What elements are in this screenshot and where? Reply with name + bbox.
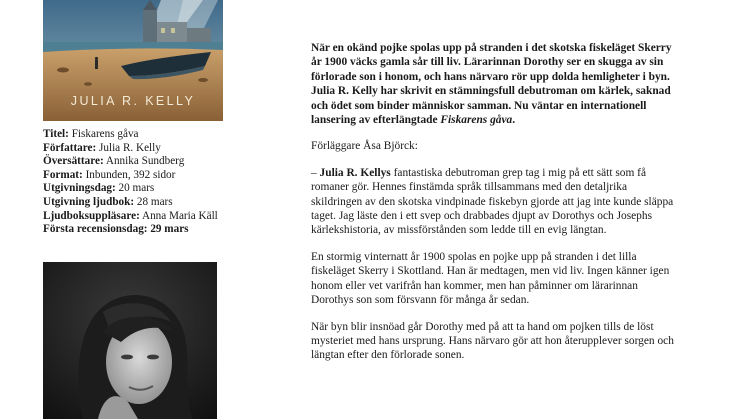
metadata-value: Julia R. Kelly [99, 141, 161, 154]
body-paragraph: En stormig vinternatt år 1900 spolas en pojke upp på stranden i det lilla fiskeläget Skerry i Skottland. Han är medtagen, men vid liv. Ingen känner igen honom eller vet varifrån han kommer, men han påminner om lärarinnan Dorothys son som försvann för många år sedan. [311, 250, 670, 307]
lead-end: . [512, 114, 516, 127]
metadata-row [43, 223, 283, 237]
metadata-row [43, 196, 283, 210]
metadata-label: Ljudboksuppläsare: [43, 209, 140, 222]
metadata-value: 28 mars [136, 195, 173, 208]
book-cover [43, 0, 223, 121]
metadata-label: Författare: [43, 141, 97, 154]
metadata-value: 20 mars [118, 182, 155, 195]
metadata-row [43, 128, 283, 142]
metadata-label: Översättare: [43, 155, 104, 168]
quote-attribution: Förläggare Åsa Björck: [311, 140, 418, 153]
metadata-label: Första recensionsdag: [43, 223, 148, 236]
metadata-row [43, 155, 283, 169]
lead-paragraph [311, 41, 681, 127]
metadata-row [43, 182, 283, 196]
quote-text: fantastiska debutroman grep tag i mig på ett sätt som få romaner gör. Hennes finstämda språk tillsammans med den detaljrika skildringen av den skotska vindpinade fiskebyn gjorde att jag inte kunde släppa taget. Jag läste den i ett svep och drabbades djupt av Dorothys och Josephs kärlekshistoria, av missförstånden som ledde till en evig längtan. [311, 166, 674, 237]
press-release-body [311, 41, 681, 375]
lead-text: När en okänd pojke spolas upp på stranden i det skotska fiskeläget Skerry år 1900 väcks gamla sår till liv. Lärarinnan Dorothy ser en skugga av sin förlorade son i honom, och hans närvaro rör upp dolda hemligheter i byn. Julia R. Kelly har skrivit en stämningsfull debutroman om kärlek, saknad och ödet som binder människor samman. Nu väntar en internationell lansering av efterlängtade [311, 42, 672, 127]
publisher-quote [311, 166, 681, 238]
metadata-value: Fiskarens gåva [71, 128, 139, 140]
quote-author-name: Julia R. Kellys [319, 166, 391, 179]
quote-dash: – [311, 166, 320, 179]
metadata-value: Inbunden, 392 sidor [85, 168, 176, 181]
metadata-value: 29 mars [150, 223, 189, 236]
book-metadata [43, 128, 283, 237]
metadata-label: Format: [43, 168, 83, 181]
body-paragraph: När byn blir insnöad går Dorothy med på att ta hand om pojken tills de löst mysteriet med hans ursprung. Hans närvaro gör att hon återupplever sorgen och längtan efter den förlorade sonen. [311, 320, 674, 362]
metadata-label: Utgivningsdag: [43, 182, 116, 195]
metadata-value: Annika Sundberg [105, 155, 185, 168]
metadata-label: Titel: [43, 128, 69, 140]
metadata-label: Utgivning ljudbok: [43, 195, 135, 208]
metadata-value: Anna Maria Käll [141, 209, 218, 222]
lead-book-title: Fiskarens gåva [440, 114, 513, 127]
metadata-row [43, 169, 283, 183]
cover-author-text: JULIA R. KELLY [70, 94, 196, 108]
metadata-row [43, 142, 283, 156]
author-portrait [43, 262, 217, 419]
metadata-row [43, 210, 283, 224]
author-photo [43, 262, 217, 419]
